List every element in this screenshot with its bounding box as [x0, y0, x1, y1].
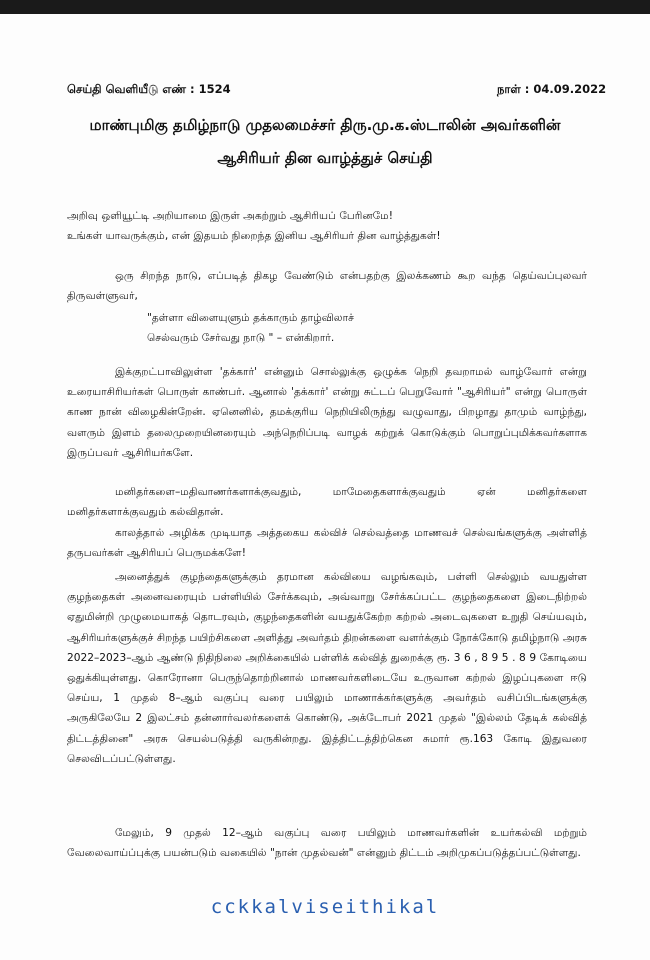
top-bar: [0, 0, 650, 14]
title-line-2: ஆசிரியர் தின வாழ்த்துச் செய்தி: [217, 149, 433, 167]
paragraph-4: காலத்தால் அழிக்க முடியாத அத்தகைய கல்விச் செல்வத்தை மாணவச் செல்வங்களுக்கு அள்ளித் தருபவர்கள் ஆசிரியப் பெருமக்களே!: [67, 527, 587, 560]
greeting-line-2: உங்கள் யாவருக்கும், என் இதயம் நிறைந்த இனிய ஆசிரியர் தின வாழ்த்துகள்!: [67, 230, 441, 242]
paragraph-5: அனைத்துக் குழந்தைகளுக்கும் தரமான கல்வியை வழங்கவும், பள்ளி செல்லும் வயதுள்ள குழந்தைகள் அனைவரையும் பள்ளியில் சேர்க்கவும், அவ்வாறு சேர்க்கப்பட்ட குழந்தைகளை இடைநிற்றல் ஏதுமின்றி முழுமையாகத் தொடரவும், குழந்தைகளின் வயதுக்கேற்ற கற்றல் அடைவுகளை உறுதி செய்யவும், ஆசிரியர்களுக்குச் சிறந்த பயிற்சிகளை அளித்து அவர்தம் திறன்களை வளர்க்கும் நோக்கோடு தமிழ்நாடு அரசு 2022–2023–ஆம் ஆண்டு நிதிநிலை அறிக்கையில் பள்ளிக் கல்வித் துறைக்கு ரூ. 3 6 , 8 9 5 . 8 9 கோடியை ஒதுக்கியுள்ளது. கொரோனா பெருந்தொற்றினால் மாணவர்களிடையே உருவான கற்றல் இழப்புகளை ஈடு செய்ய, 1 முதல் 8–ஆம் வகுப்பு வரை பயிலும் மாணாக்கர்களுக்கு அவர்தம் வசிப்பிடங்களுக்கு அருகிலேயே 2 இலட்சம் தன்னார்வலர்களைக் கொண்டு, அக்டோபர் 2021 முதல் "இல்லம் தேடிக் கல்வித் திட்டத்தினை" அரசு செயல்படுத்தி வருகின்றது. இத்திட்டத்திற்கென சுமார் ரூ.163 கோடி இதுவரை செலவிடப்பட்டுள்ளது.: [67, 571, 587, 765]
title-line-1: மாண்புமிகு தமிழ்நாடு முதலமைச்சர் திரு.மு.க.ஸ்டாலின் அவர்களின்: [89, 116, 561, 134]
kural-line-2: செல்வரும் சேர்வது நாடு " – என்கிறார்.: [147, 332, 335, 344]
kural-line-1: "தள்ளா விளையுளும் தக்காரும் தாழ்விலாச்: [147, 312, 354, 324]
watermark-text: cckkalviseithikal: [210, 896, 440, 918]
paragraph-3: மனிதர்களை–மதிவாணர்களாக்குவதும், மாமேதைகளாக்குவதும் ஏன் மனிதர்களை மனிதர்களாக்குவதும் கல்விதான்.: [67, 486, 587, 519]
greeting-line-1: அறிவு ஒளியூட்டி அறியாமை இருள் அகற்றும் ஆசிரியப் பேரினமே!: [67, 210, 393, 222]
release-date: நாள் : 04.09.2022: [497, 82, 607, 96]
release-number: செய்தி வெளியீடு எண் : 1524: [67, 82, 231, 96]
paragraph-1: ஒரு சிறந்த நாடு, எப்படித் திகழ வேண்டும் என்பதற்கு இலக்கணம் கூற வந்த தெய்வப்புலவர் திருவள்ளுவர்,: [67, 270, 587, 303]
paragraph-6: மேலும், 9 முதல் 12–ஆம் வகுப்பு வரை பயிலும் மாணவர்களின் உயர்கல்வி மற்றும் வேலைவாய்ப்புக்கு பயன்படும் வகையில் "நான் முதல்வன்" என்னும் திட்டம் அறிமுகப்படுத்தப்பட்டுள்ளது.: [67, 827, 587, 860]
paragraph-2: இக்குறட்பாவிலுள்ள 'தக்கார்' என்னும் சொல்லுக்கு ஒழுக்க நெறி தவறாமல் வாழ்வோர் என்று உரையாசிரியர்கள் பொருள் காண்பர். ஆனால் 'தக்கார்' என்று சுட்டப் பெறுவோர் "ஆசிரியர்" என்று பொருள் காண நான் விழைகின்றேன். ஏனெனில், தமக்குரிய நெறியிலிருந்து வழுவாது, பிறழாது தாமும் வாழ்ந்து, வளரும் இளம் தலைமுறையினரையும் அந்நெறிப்படி வாழக் கற்றுக் கொடுக்கும் பொறுப்புமிக்கவர்களாக இருப்பவர் ஆசிரியர்களே.: [67, 366, 587, 459]
